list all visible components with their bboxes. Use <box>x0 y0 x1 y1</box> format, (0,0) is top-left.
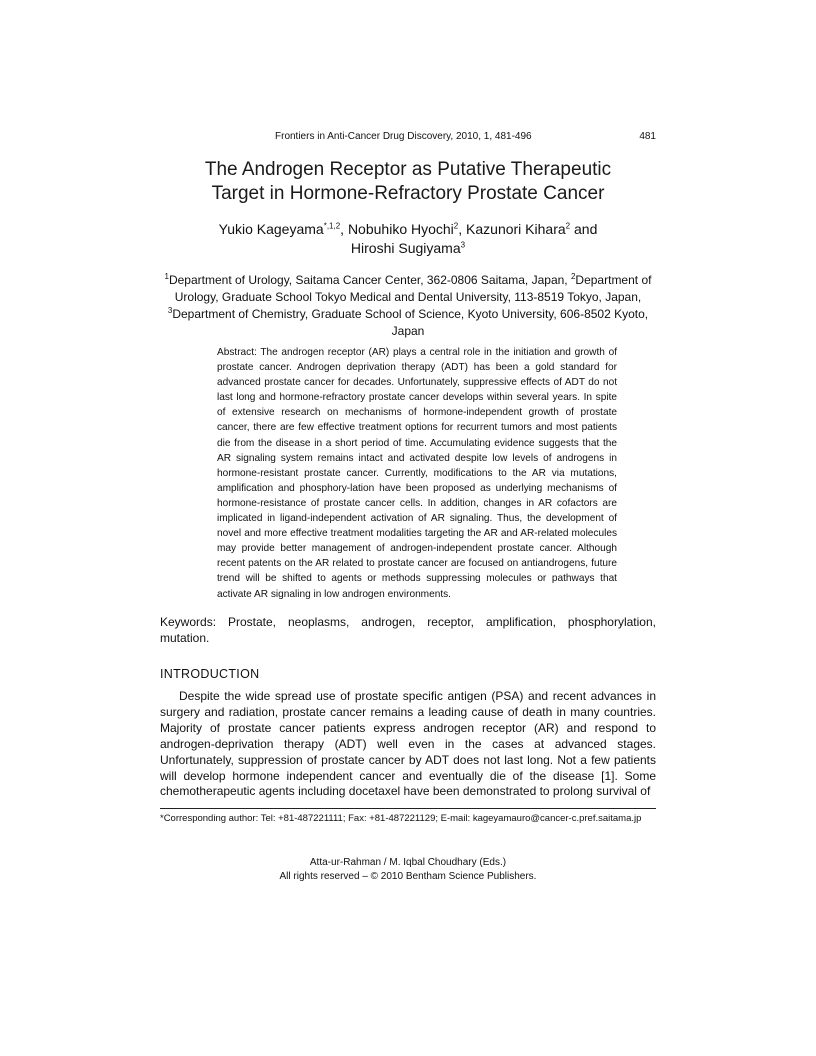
affiliation-text: Department of Urology, Saitama Cancer Center, 362-0806 Saitama, Japan, <box>168 273 571 287</box>
corresponding-footnote <box>160 812 656 825</box>
introduction-text: Despite the wide spread use of prostate specific antigen (PSA) and recent advances in surgery and radiation, prostate cancer remains a leading cause of death in many countries. Majority of prostate cancer patients express androgen receptor (AR) and respond to androgen-deprivation therapy (ADT) well even in the cases at advanced stages. Unfortunately, suppression of prostate cancer by ADT does not last long. Not a few patients will develop hormone independent cancer and eventually die of the disease [1]. Some chemotherapeutic agents including docetaxel have been demonstrated to prolong survival of <box>160 689 656 799</box>
author-name: , Kazunori Kihara <box>458 221 566 237</box>
author-name: , Nobuhiko Hyochi <box>340 221 454 237</box>
author-superscript: 3 <box>460 240 466 250</box>
affiliation-superscript: 2 <box>570 272 576 281</box>
article-title <box>160 158 656 206</box>
affiliations <box>160 272 656 340</box>
affiliation-superscript: 3 <box>167 306 173 315</box>
footnote-rule <box>160 808 656 809</box>
author-superscript: 2 <box>453 221 459 231</box>
keywords <box>160 614 656 646</box>
affiliation-superscript: 1 <box>164 272 169 281</box>
footnote-text: *Corresponding author: Tel: +81-487221111; Fax: +81-487221129; E-mail: kageyamauro@cancer-c.pref.saitama.jp <box>160 813 642 824</box>
affiliation-text: Department of Chemistry, Graduate School of Science, Kyoto University, 606-8502 Kyoto, Japan <box>172 307 649 338</box>
author-superscript: *,1,2 <box>323 221 341 231</box>
section-heading: INTRODUCTION <box>160 667 260 681</box>
author-name: Yukio Kageyama <box>218 221 324 237</box>
keywords-label: Keywords: <box>160 615 217 629</box>
abstract-text: The androgen receptor (AR) plays a central role in the initiation and growth of prostate cancer. Androgen deprivation therapy (ADT) has been a gold standard for advanced prostate cancer for decades. Unfortunately, suppressive effects of ADT do not last long and hormone-refractory prostate cancer develops within several years. In spite of extensive research on mechanisms of hormone-independent growth of prostate cancer, there are few effective treatment options for recurrent tumors and most patients die from the disease in a short period of time. Accumulating evidence suggests that the AR signaling system remains intact and activated despite low levels of androgens in hormone-resistant prostate cancer. Currently, modifications to the AR via mutations, amplification and phosphory-lation have been proposed as underlying mechanisms of hormone-resistance of prostate cancer cells. In addition, changes in AR cofactors are implicated in ligand-independent activation of AR signaling. Thus, the development of novel and more effective treatment modalities targeting the AR and AR-related molecules may provide better management of androgen-independent prostate cancer. Although recent patents on the AR related to prostate cancer are focused on antiandrogens, future trend will be shifted to agents or methods suppressing molecules or pathways that activate AR signaling in low androgen environments. <box>217 347 617 600</box>
publisher-info <box>160 856 656 883</box>
title-line-2: Target in Hormone-Refractory Prostate Cancer <box>211 183 605 204</box>
journal-citation: Frontiers in Anti-Cancer Drug Discovery, 2010, 1, 481-496 <box>275 131 532 142</box>
keywords-text: Prostate, neoplasms, androgen, receptor, amplification, phosphorylation, mutation. <box>160 615 656 645</box>
introduction-paragraph <box>160 689 656 800</box>
author-superscript: 2 <box>565 221 571 231</box>
author-conjunction: and <box>570 221 598 237</box>
author-name: Hiroshi Sugiyama <box>350 240 461 256</box>
copyright-line: All rights reserved – © 2010 Bentham Science Publishers. <box>279 870 537 882</box>
title-line-1: The Androgen Receptor as Putative Therapeutic <box>204 159 612 180</box>
editors-line: Atta-ur-Rahman / M. Iqbal Choudhary (Eds.) <box>309 857 507 868</box>
page-number: 481 <box>639 131 656 142</box>
abstract-label: Abstract: <box>217 347 257 358</box>
affiliation-text: Department of Urology, Graduate School Tokyo Medical and Dental University, 113-8519 Tokyo, Japan, <box>174 273 652 304</box>
author-list <box>160 220 656 258</box>
abstract <box>217 345 617 602</box>
